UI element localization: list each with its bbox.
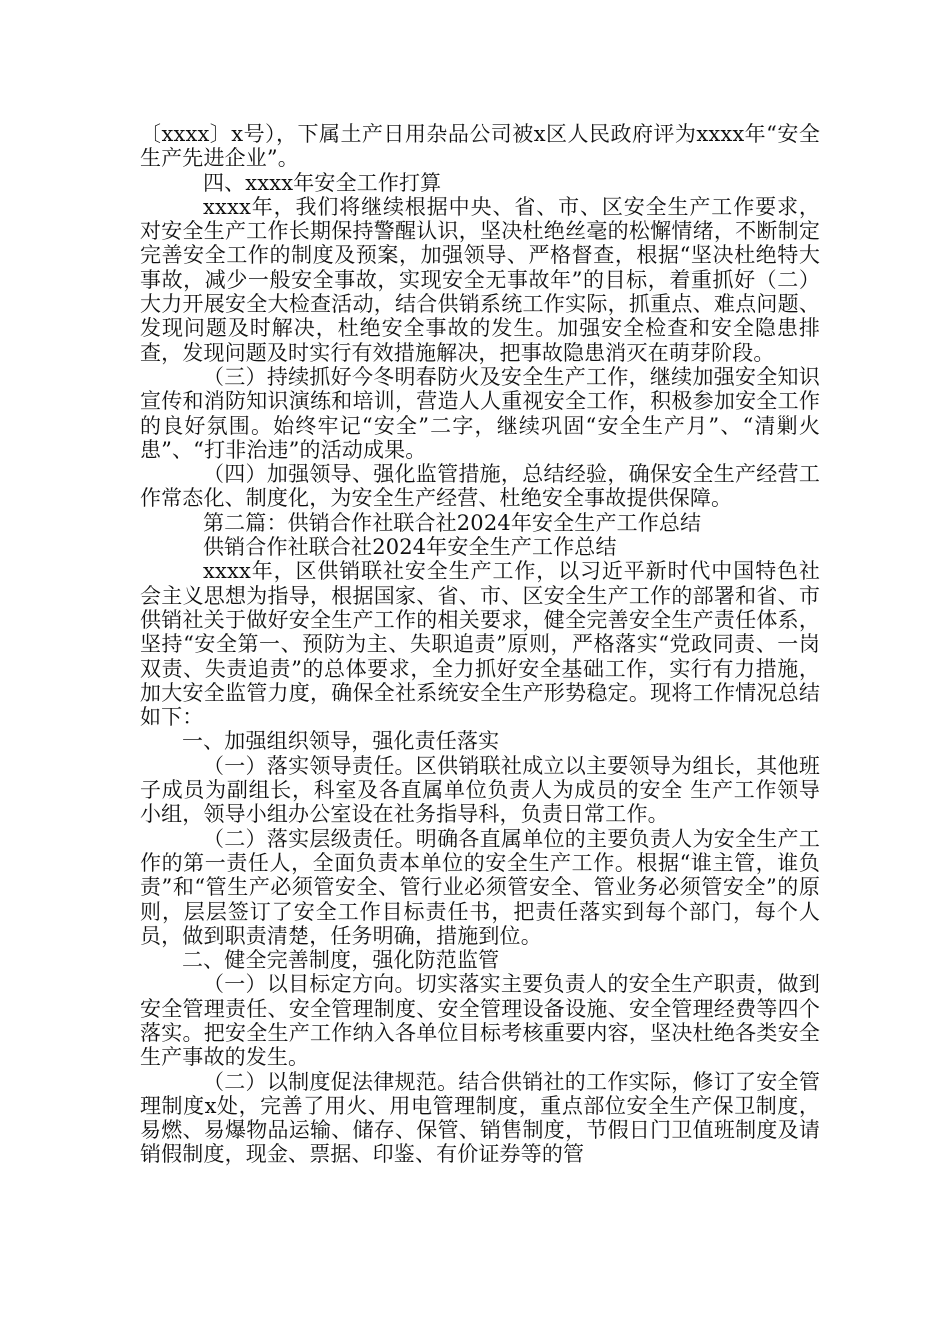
paragraph-leadership-one: （一）落实领导责任。区供销联社成立以主要领导为组长，其他班子成员为副组长，科室及各直属单位负责人为成员的安全 生产工作领导小组，领导小组办公室设在社务指导科，负责日常工作。: [140, 753, 820, 827]
paragraph-summary-intro: xxxx年，区供销联社安全生产工作，以习近平新时代中国特色社会主义思想为指导，根据国家、省、市、区安全生产工作的部署和省、市供销社关于做好安全生产工作的相关要求，健全完善安全生产责任体系，坚持“安全第一、预防为主、失职追责”原则，严格落实“党政同责、一岗双责、失责追责”的总体要求，全力抓好安全基础工作，实行有力措施，加大安全监管力度，确保全社系统安全生产形势稳定。现将工作情况总结如下：: [140, 559, 820, 730]
document-body: [140, 122, 820, 1167]
chapter-heading-two: 第二篇：供销合作社联合社2024年安全生产工作总结: [203, 510, 702, 535]
paragraph-continuation: 〔xxxx〕x号），下属土产日用杂品公司被x区人民政府评为xxxx年“安全生产先进企业”。: [140, 122, 820, 171]
paragraph-plan-intro: xxxx年，我们将继续根据中央、省、市、区安全生产工作要求，对安全生产工作长期保持警醒认识，坚决杜绝丝毫的松懈情绪，不断制定完善安全工作的制度及预案，加强领导、严格督查，根据“坚决杜绝特大事故，减少一般安全事故，实现安全无事故年”的目标，着重抓好（二）大力开展安全大检查活动，结合供销系统工作实际，抓重点、难点问题、发现问题及时解决，杜绝安全事故的发生。加强安全检查和安全隐患排查，发现问题及时实行有效措施解决，把事故隐患消灭在萌芽阶段。: [140, 194, 820, 365]
section-heading-system: 二、健全完善制度，强化防范监管: [182, 948, 500, 973]
section-heading-plan: 四、xxxx年安全工作打算: [203, 170, 442, 195]
document-title: 供销合作社联合社2024年安全生产工作总结: [203, 535, 617, 560]
paragraph-plan-three: （三）持续抓好今冬明春防火及安全生产工作，继续加强安全知识宣传和消防知识演练和培训，营造人人重视安全工作，积极参加安全工作的良好氛围。始终牢记“安全”二字，继续巩固“安全生产月”、“清剿火患”、“打非治违”的活动成果。: [140, 364, 820, 462]
paragraph-leadership-two: （二）落实层级责任。明确各直属单位的主要负责人为安全生产工作的第一责任人，全面负责本单位的安全生产工作。根据“谁主管，谁负责”和“管生产必须管安全、管行业必须管安全、管业务必须管安全”的原则，层层签订了安全工作目标责任书，把责任落实到每个部门，每个人员，做到职责清楚，任务明确，措施到位。: [140, 826, 820, 948]
paragraph-system-two: （二）以制度促法律规范。结合供销社的工作实际，修订了安全管理制度x处，完善了用火、用电管理制度，重点部位安全生产保卫制度，易燃、易爆物品运输、储存、保管、销售制度，节假日门卫值班制度及请销假制度，现金、票据、印鉴、有价证券等的管: [140, 1069, 820, 1167]
section-heading-leadership: 一、加强组织领导，强化责任落实: [182, 729, 500, 754]
paragraph-plan-four: （四）加强领导、强化监管措施，总结经验，确保安全生产经营工作常态化、制度化，为安全生产经营、杜绝安全事故提供保障。: [140, 462, 820, 511]
paragraph-system-one: （一）以目标定方向。切实落实主要负责人的安全生产职责，做到安全管理责任、安全管理制度、安全管理设备设施、安全管理经费等四个落实。把安全生产工作纳入各单位目标考核重要内容，坚决杜绝各类安全生产事故的发生。: [140, 972, 820, 1070]
